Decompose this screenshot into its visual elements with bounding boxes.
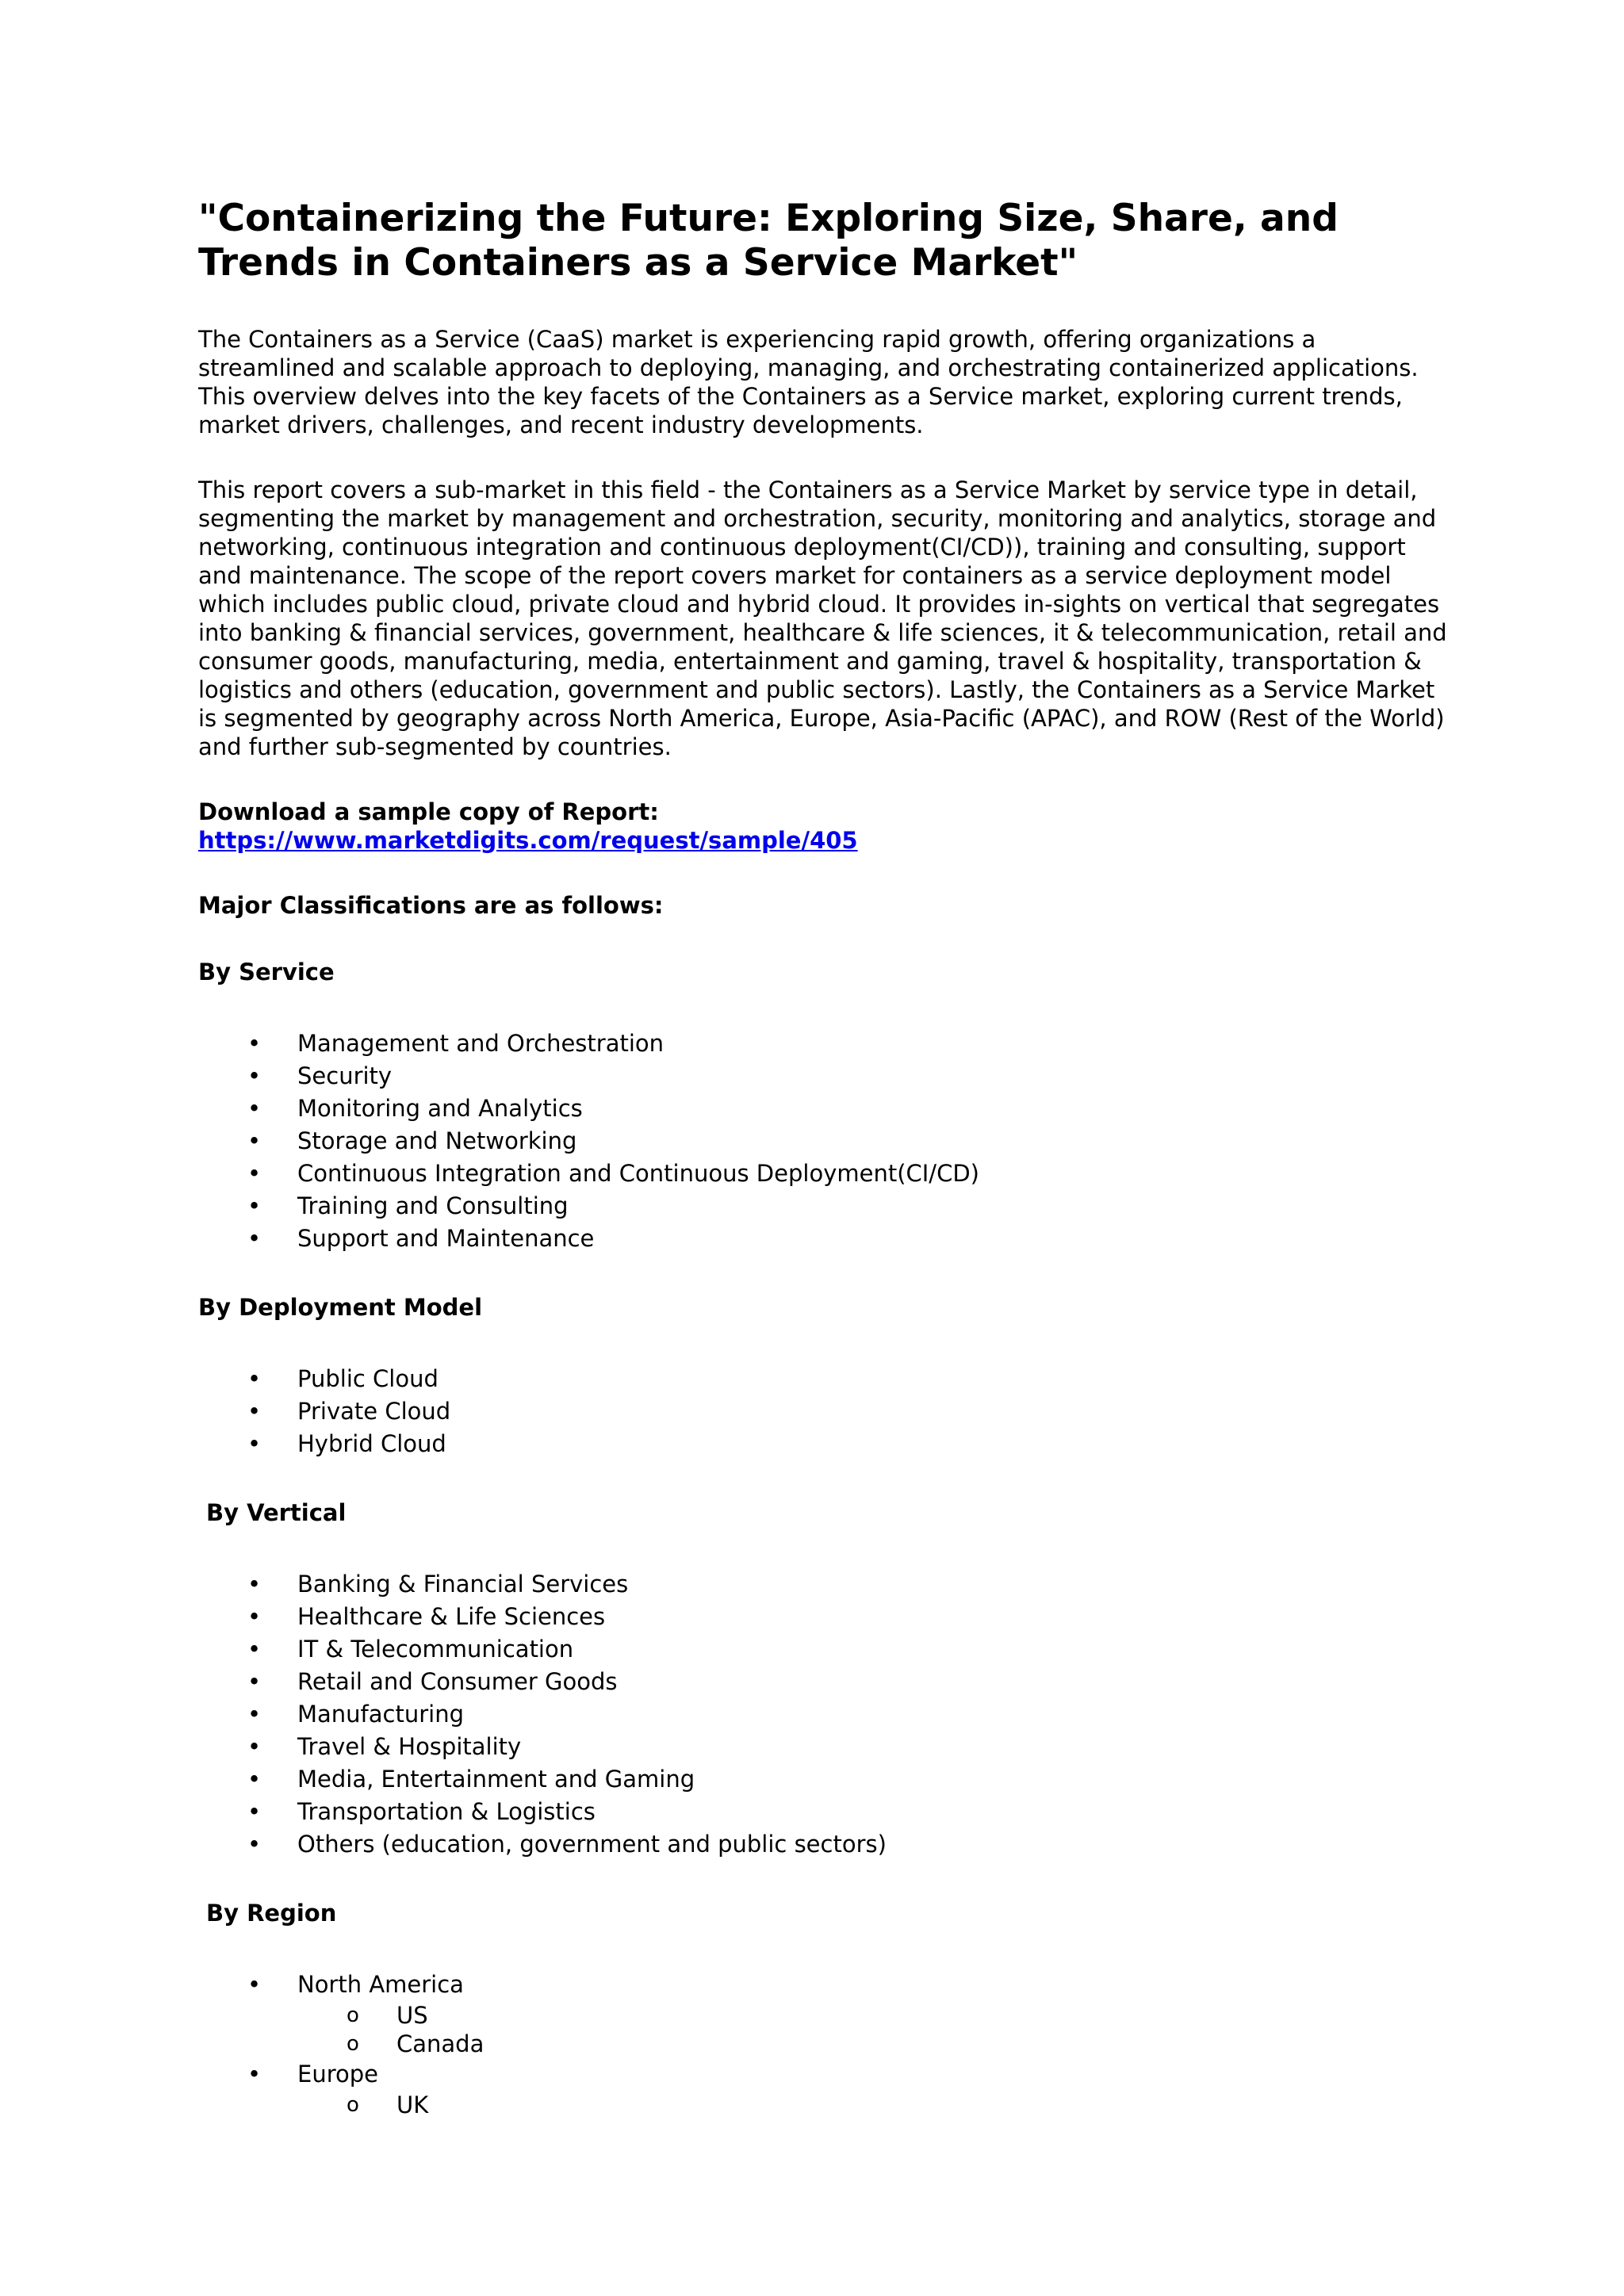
by-vertical-heading: By Vertical [206, 1499, 347, 1526]
list-item [297, 2091, 1451, 2119]
bullet-icon: • [247, 1766, 262, 1793]
sample-report-link[interactable]: https://www.marketdigits.com/request/sample/405 [198, 827, 858, 854]
list-item [198, 1568, 1451, 1601]
service-item-label: Training and Consulting [297, 1192, 569, 1219]
list-item [198, 1158, 1451, 1190]
list-item [198, 1828, 1451, 1861]
by-deployment-heading: By Deployment Model [198, 1294, 483, 1321]
list-item [198, 1060, 1451, 1093]
bullet-icon: • [247, 1701, 262, 1728]
country-list [297, 2091, 1451, 2119]
bullet-icon: • [247, 1798, 262, 1825]
bullet-icon: • [247, 1831, 262, 1858]
bullet-icon: • [247, 1971, 262, 1998]
list-item [198, 1969, 1451, 2058]
list-item [198, 2058, 1451, 2119]
country-item-label: US [396, 2002, 428, 2029]
bullet-icon: • [247, 1603, 262, 1630]
bullet-icon: • [247, 1636, 262, 1663]
list-item [198, 1763, 1451, 1796]
list-item [198, 1363, 1451, 1395]
list-item [198, 1027, 1451, 1060]
vertical-item-label: Others (education, government and public sectors) [297, 1831, 887, 1858]
sub-bullet-icon: o [347, 2032, 359, 2056]
bullet-icon: • [247, 1192, 262, 1219]
list-item [198, 1190, 1451, 1223]
list-item [297, 2030, 1451, 2058]
list-item [198, 1666, 1451, 1698]
vertical-item-label: IT & Telecommunication [297, 1636, 574, 1663]
bullet-icon: • [247, 1127, 262, 1154]
list-item [198, 1796, 1451, 1828]
vertical-item-label: Banking & Financial Services [297, 1571, 629, 1598]
by-service-heading: By Service [198, 959, 335, 985]
service-list [198, 1027, 1451, 1255]
bullet-icon: • [247, 2061, 262, 2087]
classifications-heading: Major Classifications are as follows: [198, 892, 664, 919]
sub-bullet-icon: o [347, 2003, 359, 2027]
list-item [198, 1395, 1451, 1428]
country-item-label: Canada [396, 2030, 485, 2057]
document-title: "Containerizing the Future: Exploring Size, Share, and Trends in Containers as a Service Market" [198, 197, 1339, 285]
country-list [297, 2001, 1451, 2058]
intro-paragraph: The Containers as a Service (CaaS) market is experiencing rapid growth, offering organizations a streamlined and scalable approach to deploying, managing, and orchestrating containerized applications. This overview delves into the key facets of the Containers as a Service market, exploring current trends, market drivers, challenges, and recent industry developments. [198, 326, 1419, 438]
vertical-item-label: Retail and Consumer Goods [297, 1668, 618, 1695]
deployment-item-label: Hybrid Cloud [297, 1430, 446, 1457]
vertical-item-label: Transportation & Logistics [297, 1798, 596, 1825]
download-sample-block [198, 798, 1451, 855]
scope-paragraph: This report covers a sub-market in this field - the Containers as a Service Market by service type in detail, segmenting the market by management and orchestration, security, monitoring and analytics, storage and networking, continuous integration and continuous deployment(CI/CD)), training and consulting, support and maintenance. The scope of the report covers market for containers as a service deployment model which includes public cloud, private cloud and hybrid cloud. It provides in-sights on vertical that segregates into banking & financial services, government, healthcare & life sciences, it & telecommunication, retail and consumer goods, manufacturing, media, entertainment and gaming, travel & hospitality, transportation & logistics and others (education, government and public sectors). Lastly, the Containers as a Service Market is segmented by geography across North America, Europe, Asia-Pacific (APAC), and ROW (Rest of the World) and further sub-segmented by countries. [198, 476, 1447, 760]
region-item-label: North America [297, 1971, 464, 1998]
bullet-icon: • [247, 1430, 262, 1457]
list-item [198, 1633, 1451, 1666]
bullet-icon: • [247, 1733, 262, 1760]
list-item [198, 1428, 1451, 1460]
region-item-label: Europe [297, 2061, 378, 2087]
service-item-label: Support and Maintenance [297, 1225, 595, 1252]
bullet-icon: • [247, 1668, 262, 1695]
vertical-list [198, 1568, 1451, 1861]
list-item [198, 1223, 1451, 1255]
service-item-label: Monitoring and Analytics [297, 1095, 583, 1122]
list-item [297, 2001, 1451, 2030]
bullet-icon: • [247, 1030, 262, 1057]
deployment-item-label: Private Cloud [297, 1398, 451, 1425]
list-item [198, 1698, 1451, 1731]
vertical-item-label: Healthcare & Life Sciences [297, 1603, 606, 1630]
bullet-icon: • [247, 1398, 262, 1425]
list-item [198, 1601, 1451, 1633]
vertical-item-label: Manufacturing [297, 1701, 464, 1728]
list-item [198, 1125, 1451, 1158]
bullet-icon: • [247, 1062, 262, 1089]
list-item [198, 1093, 1451, 1125]
vertical-item-label: Travel & Hospitality [297, 1733, 522, 1760]
service-item-label: Security [297, 1062, 393, 1089]
service-item-label: Continuous Integration and Continuous Deployment(CI/CD) [297, 1160, 979, 1187]
by-region-heading: By Region [206, 1900, 337, 1927]
document-body [198, 197, 1451, 2119]
list-item [198, 1731, 1451, 1763]
bullet-icon: • [247, 1365, 262, 1392]
bullet-icon: • [247, 1571, 262, 1598]
service-item-label: Management and Orchestration [297, 1030, 665, 1057]
sub-bullet-icon: o [347, 2093, 359, 2117]
bullet-icon: • [247, 1225, 262, 1252]
region-list [198, 1969, 1451, 2119]
country-item-label: UK [396, 2091, 429, 2118]
download-label: Download a sample copy of Report: [198, 798, 659, 825]
vertical-item-label: Media, Entertainment and Gaming [297, 1766, 695, 1793]
deployment-item-label: Public Cloud [297, 1365, 439, 1392]
deployment-list [198, 1363, 1451, 1460]
bullet-icon: • [247, 1095, 262, 1122]
bullet-icon: • [247, 1160, 262, 1187]
service-item-label: Storage and Networking [297, 1127, 577, 1154]
